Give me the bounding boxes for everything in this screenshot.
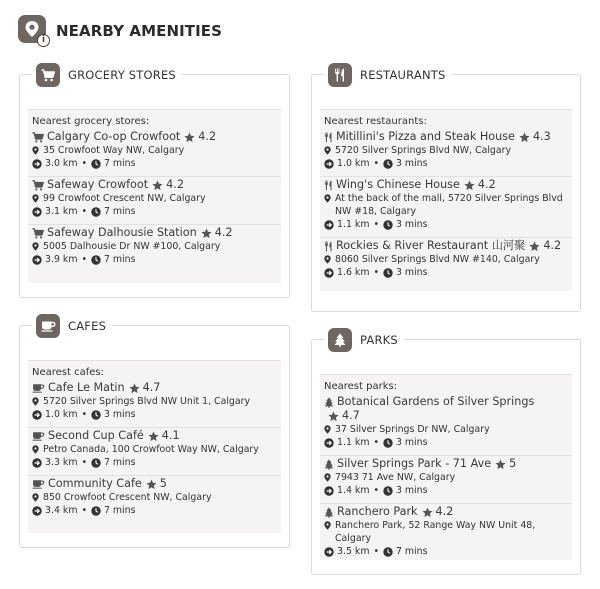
map-pin-icon (32, 397, 39, 406)
place-address: At the back of the mall, 5720 Silver Springs Blvd NW #18, Calgary (335, 193, 563, 217)
fork-knife-icon (324, 241, 333, 252)
place-time: 7 mins (103, 505, 136, 516)
place-distance: 1.0 km (337, 158, 370, 169)
star-icon (148, 431, 159, 442)
place-name: Rockies & River Restaurant 山河聚 (336, 239, 526, 252)
place-name: Ranchero Park (337, 505, 418, 518)
place-name: Botanical Gardens of Silver Springs (337, 395, 535, 408)
clock-icon (383, 486, 393, 496)
grocery-stores-header (32, 62, 182, 88)
clock-icon (383, 438, 393, 448)
star-icon (529, 241, 540, 252)
direction-arrow-icon (324, 159, 334, 169)
place-address: 5005 Dalhousie Dr NW #100, Calgary (43, 241, 221, 252)
place-address: 5720 Silver Springs Blvd NW, Calgary (335, 145, 512, 156)
clock-icon (91, 458, 101, 468)
list-item: Wing's Chinese House 4.2 At the back of the mall, 5720 Silver Springs Blvd NW #18, Calgary 1.1 km • 3 mins (320, 177, 572, 238)
clock-icon (91, 410, 101, 420)
star-icon (146, 479, 157, 490)
list-item: Community Cafe 5 850 Crowfoot Crescent NW, Calgary 3.4 km • 7 mins (28, 476, 281, 523)
clock-icon (383, 268, 393, 278)
place-rating: 4.7 (328, 409, 360, 423)
place-rating: 4.1 (148, 429, 180, 443)
shopping-cart-icon (36, 63, 60, 87)
restaurants-header (324, 62, 452, 88)
place-time: 7 mins (103, 158, 136, 169)
place-name: Wing's Chinese House (336, 178, 460, 191)
cafes-list (28, 360, 281, 533)
place-address: 5720 Silver Springs Blvd NW Unit 1, Calgary (43, 396, 251, 407)
restaurants-list (320, 109, 572, 291)
list-item: Silver Springs Park - 71 Ave 5 7943 71 Ave NW, Calgary 1.4 km • 3 mins (320, 456, 572, 504)
list-item: Mitillini's Pizza and Steak House 4.3 5720 Silver Springs Blvd NW, Calgary 1.0 km • 3 mins (320, 129, 572, 177)
map-pin-icon (324, 473, 331, 482)
cafes-header (32, 313, 112, 339)
map-pin-icon (324, 425, 331, 434)
place-address: 8060 Silver Springs Blvd NW #140, Calgary (335, 254, 540, 265)
list-item: Calgary Co-op Crowfoot 4.2 35 Crowfoot Way NW, Calgary 3.0 km • 7 mins (28, 129, 281, 177)
direction-arrow-icon (324, 438, 334, 448)
coffee-cup-icon (32, 431, 45, 441)
place-name: Community Cafe (48, 477, 142, 490)
place-time: 3 mins (395, 267, 428, 278)
page-title: NEARBY AMENITIES (56, 22, 223, 40)
place-time: 7 mins (103, 457, 136, 468)
clock-icon (383, 547, 393, 557)
clock-icon (91, 207, 101, 217)
place-time: 3 mins (395, 437, 428, 448)
place-time: 3 mins (395, 219, 428, 230)
place-address: 99 Crowfoot Crescent NW, Calgary (43, 193, 206, 204)
star-icon (201, 228, 212, 239)
place-address: Petro Canada, 100 Crowfoot Way NW, Calgary (43, 444, 259, 455)
direction-arrow-icon (324, 268, 334, 278)
place-time: 7 mins (103, 206, 136, 217)
list-item: Cafe Le Matin 4.7 5720 Silver Springs Blvd NW Unit 1, Calgary 1.0 km • 3 mins (28, 380, 281, 428)
place-name: Cafe Le Matin (48, 381, 125, 394)
place-rating: 4.2 (201, 226, 233, 240)
star-icon (422, 507, 433, 518)
map-pin-icon (324, 521, 331, 530)
map-pin-icon (324, 255, 331, 264)
place-name: Mitillini's Pizza and Steak House (336, 130, 515, 143)
grocery-intro: Nearest grocery stores: (32, 116, 150, 127)
place-distance: 1.1 km (337, 219, 370, 230)
place-distance: 3.4 km (45, 505, 78, 516)
list-item: Safeway Dalhousie Station 4.2 5005 Dalhousie Dr NW #100, Calgary 3.9 km • 7 mins (28, 225, 281, 272)
list-item: Ranchero Park 4.2 Ranchero Park, 52 Range Way NW Unit 48, Calgary 3.5 km • 7 mins (320, 504, 572, 564)
fork-knife-icon (328, 63, 352, 87)
parks-intro: Nearest parks: (324, 381, 398, 392)
place-address: 37 Silver Springs Dr NW, Calgary (335, 424, 490, 435)
direction-arrow-icon (32, 410, 42, 420)
coffee-cup-icon (32, 479, 45, 489)
clock-icon (383, 220, 393, 230)
place-rating: 4.2 (422, 505, 454, 519)
list-item: Safeway Crowfoot 4.2 99 Crowfoot Crescent NW, Calgary 3.1 km • 7 mins (28, 177, 281, 225)
shopping-cart-icon (32, 132, 44, 143)
location-pin-info-icon: i (18, 15, 50, 47)
map-pin-icon (324, 194, 331, 203)
direction-arrow-icon (32, 159, 42, 169)
place-distance: 1.6 km (337, 267, 370, 278)
list-item: Second Cup Café 4.1 Petro Canada, 100 Crowfoot Way NW, Calgary 3.3 km • 7 mins (28, 428, 281, 476)
star-icon (495, 459, 506, 470)
clock-icon (91, 159, 101, 169)
place-rating: 5 (146, 477, 167, 491)
place-distance: 1.0 km (45, 409, 78, 420)
direction-arrow-icon (32, 207, 42, 217)
direction-arrow-icon (324, 547, 334, 557)
parks-header (324, 327, 404, 353)
place-time: 3 mins (103, 409, 136, 420)
place-distance: 3.9 km (45, 254, 78, 265)
star-icon (184, 132, 195, 143)
place-name: Safeway Crowfoot (47, 178, 149, 191)
place-rating: 4.2 (464, 178, 496, 192)
map-pin-icon (32, 242, 39, 251)
place-time: 7 mins (103, 254, 136, 265)
grocery-stores-card (19, 68, 290, 298)
star-icon (464, 180, 475, 191)
clock-icon (91, 255, 101, 265)
place-address: 850 Crowfoot Crescent NW, Calgary (43, 492, 212, 503)
place-rating: 4.2 (184, 130, 216, 144)
place-rating: 4.7 (129, 381, 161, 395)
tree-icon (324, 459, 334, 470)
place-name: Calgary Co-op Crowfoot (47, 130, 181, 143)
coffee-cup-icon (36, 314, 60, 338)
place-rating: 4.2 (529, 239, 561, 253)
grocery-list (28, 109, 281, 283)
place-distance: 3.3 km (45, 457, 78, 468)
cafes-intro: Nearest cafes: (32, 367, 104, 378)
restaurants-title: RESTAURANTS (360, 68, 446, 82)
direction-arrow-icon (32, 458, 42, 468)
place-rating: 4.2 (152, 178, 184, 192)
star-icon (328, 411, 339, 422)
place-name: Second Cup Café (48, 429, 144, 442)
place-name: Silver Springs Park - 71 Ave (337, 457, 492, 470)
place-time: 3 mins (395, 158, 428, 169)
coffee-cup-icon (32, 383, 45, 393)
cafes-title: CAFES (68, 319, 107, 333)
place-distance: 1.1 km (337, 437, 370, 448)
place-distance: 1.4 km (337, 485, 370, 496)
direction-arrow-icon (324, 220, 334, 230)
direction-arrow-icon (324, 486, 334, 496)
place-time: 7 mins (395, 546, 428, 557)
place-distance: 3.1 km (45, 206, 78, 217)
cafes-card (19, 319, 290, 548)
place-rating: 4.3 (519, 130, 551, 144)
place-distance: 3.0 km (45, 158, 78, 169)
map-pin-icon (32, 493, 39, 502)
tree-icon (324, 507, 334, 518)
place-time: 3 mins (395, 485, 428, 496)
star-icon (519, 132, 530, 143)
list-item: Botanical Gardens of Silver Springs 4.7 37 Silver Springs Dr NW, Calgary 1.1 km • 3 mins (320, 394, 572, 456)
grocery-stores-title: GROCERY STORES (68, 68, 176, 82)
shopping-cart-icon (32, 228, 44, 239)
page-header (18, 14, 222, 48)
map-pin-icon (32, 146, 39, 155)
direction-arrow-icon (32, 255, 42, 265)
tree-icon (328, 328, 352, 352)
parks-card (311, 333, 581, 575)
place-name: Safeway Dalhousie Station (47, 226, 197, 239)
map-pin-icon (32, 445, 39, 454)
fork-knife-icon (324, 180, 333, 191)
clock-icon (91, 506, 101, 516)
clock-icon (383, 159, 393, 169)
place-address: 7943 71 Ave NW, Calgary (335, 472, 456, 483)
fork-knife-icon (324, 132, 333, 143)
star-icon (152, 180, 163, 191)
restaurants-intro: Nearest restaurants: (324, 116, 427, 127)
place-rating: 5 (495, 457, 516, 471)
direction-arrow-icon (32, 506, 42, 516)
parks-list (320, 374, 572, 560)
map-pin-icon (324, 146, 331, 155)
list-item: Rockies & River Restaurant 山河聚 4.2 8060 Silver Springs Blvd NW #140, Calgary 1.6 km • 3 mins (320, 238, 572, 285)
place-address: 35 Crowfoot Way NW, Calgary (43, 145, 185, 156)
star-icon (129, 383, 140, 394)
tree-icon (324, 397, 334, 408)
restaurants-card (311, 68, 581, 312)
place-address: Ranchero Park, 52 Range Way NW Unit 48, Calgary (335, 520, 536, 544)
map-pin-icon (32, 194, 39, 203)
shopping-cart-icon (32, 180, 44, 191)
place-distance: 3.5 km (337, 546, 370, 557)
parks-title: PARKS (360, 333, 398, 347)
